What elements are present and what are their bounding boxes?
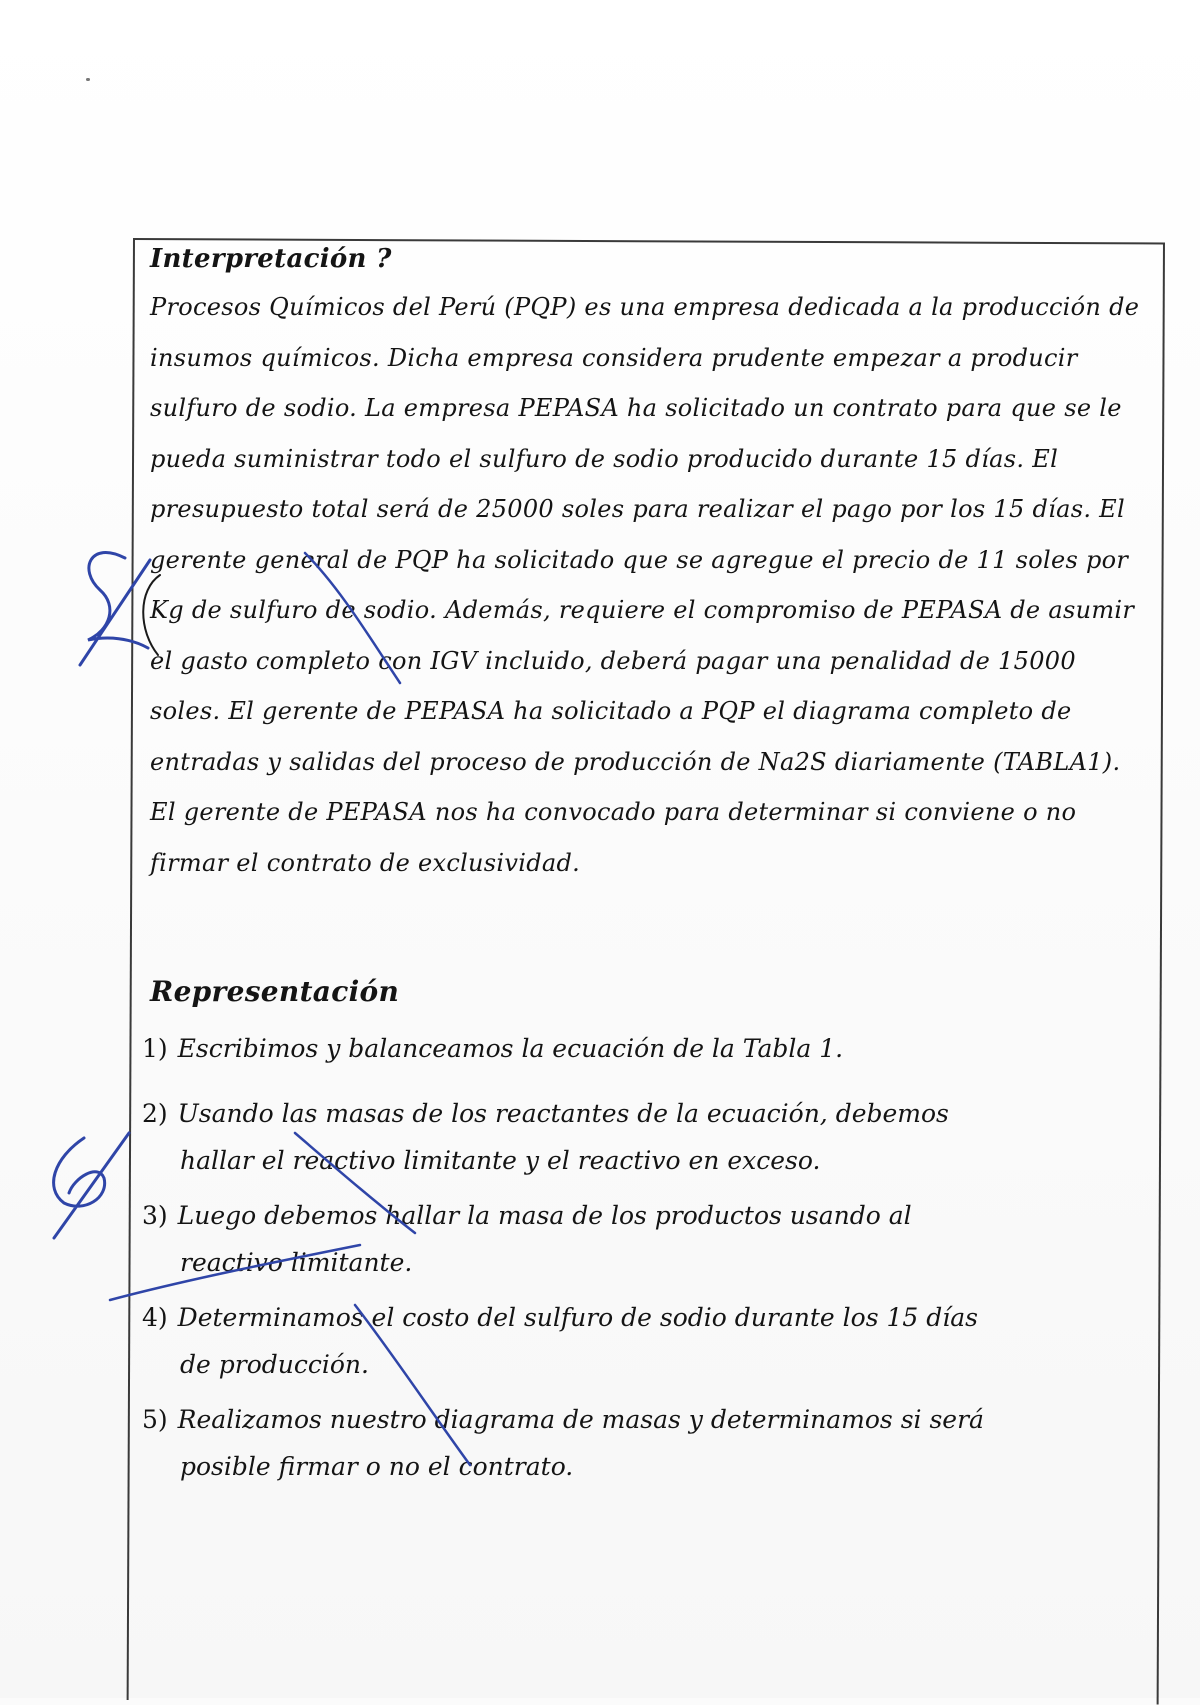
interpretation-text: Procesos Químicos del Perú (PQP) es una empresa dedicada a la producción de insumos químicos. Dicha empresa considera prudente empezar a producir sulfuro de sodio. La empresa PEPASA ha solicitado un contrato para que se le pueda suministrar todo el sulfuro de sodio producido durante 15 días. El presupuesto total será de 25000 soles para realizar el pago por los 15 días. El gerente general de PQP ha solicitado que se agregue el precio de 11 soles por Kg de sulfuro de sodio. Además, requiere el compromiso de PEPASA de asumir el gasto completo con IGV incluido, deberá pagar una penalidad de 15000 soles. El gerente de PEPASA ha solicitado a PQP el diagrama completo de entradas y salidas del proceso de producción de Na2S diariamente (TABLA1). El gerente de PEPASA nos ha convocado para determinar si conviene o no firmar el contrato de exclusividad. xyxy=(150,293,1140,877)
representation-heading: Representación xyxy=(150,975,400,1008)
step-4 xyxy=(142,1294,1142,1388)
step-text: Luego debemos hallar la masa de los productos usando al xyxy=(177,1201,912,1230)
grader-score-mark-icon xyxy=(34,1128,144,1248)
representation-steps xyxy=(142,1025,1142,1498)
step-number: 5) xyxy=(142,1405,168,1434)
interpretation-paragraph xyxy=(150,282,1140,888)
step-number: 1) xyxy=(142,1034,168,1063)
step-1 xyxy=(142,1025,1142,1072)
step-text-continued: reactivo limitante. xyxy=(180,1248,413,1277)
step-number: 3) xyxy=(142,1201,168,1230)
step-text: Realizamos nuestro diagrama de masas y determinamos si será xyxy=(177,1405,984,1434)
step-text: Determinamos el costo del sulfuro de sodio durante los 15 días xyxy=(177,1303,978,1332)
step-text-continued: posible firmar o no el contrato. xyxy=(180,1452,574,1481)
scan-speck xyxy=(86,78,90,81)
step-number: 2) xyxy=(142,1099,168,1128)
step-text-continued: de producción. xyxy=(180,1350,369,1379)
step-text: Escribimos y balanceamos la ecuación de la Tabla 1. xyxy=(177,1034,844,1063)
step-number: 4) xyxy=(142,1303,168,1332)
step-2 xyxy=(142,1090,1142,1184)
step-text: Usando las masas de los reactantes de la ecuación, debemos xyxy=(177,1099,949,1128)
interpretation-heading: Interpretación ? xyxy=(150,244,392,274)
step-text-continued: hallar el reactivo limitante y el reactivo en exceso. xyxy=(180,1146,821,1175)
step-3 xyxy=(142,1192,1142,1286)
step-5 xyxy=(142,1396,1142,1490)
